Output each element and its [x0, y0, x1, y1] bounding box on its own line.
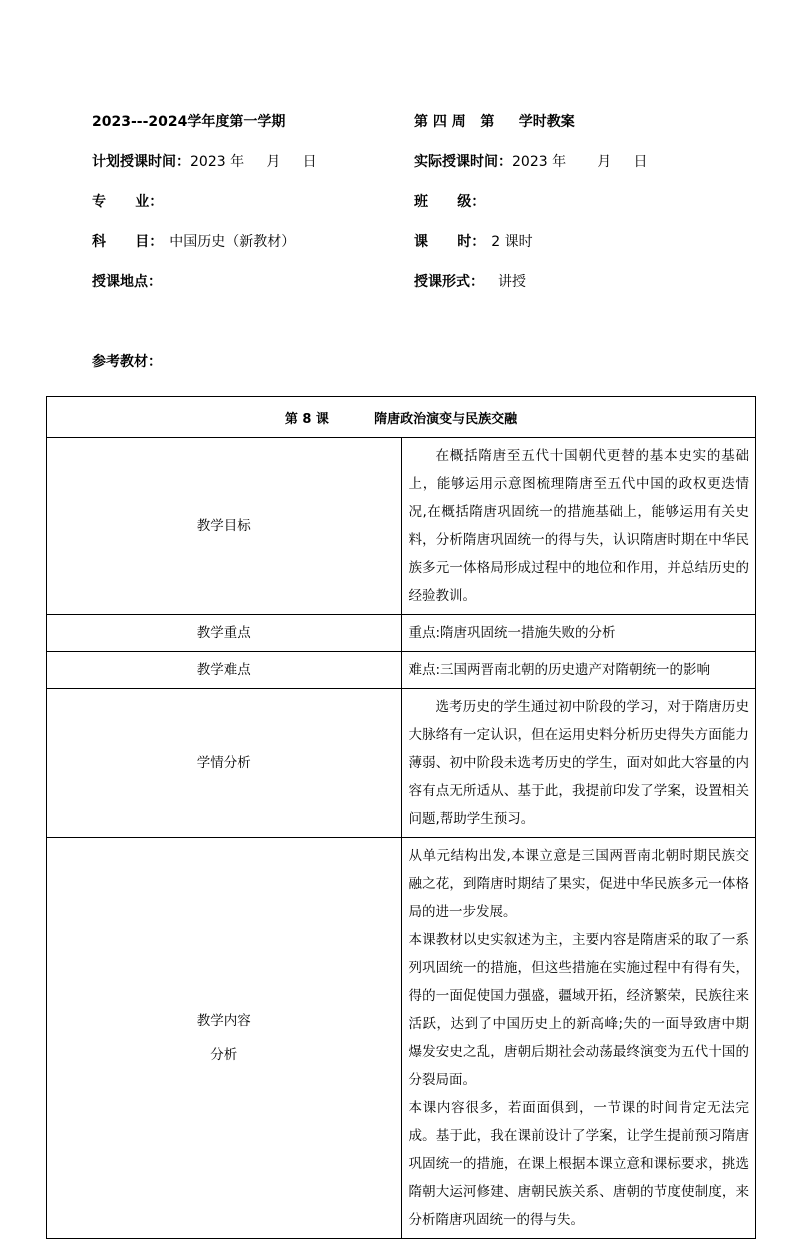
form-field [414, 272, 526, 292]
difficulties-paragraph: 难点:三国两晋南北朝的历史遗产对隋朝统一的影响 [408, 662, 711, 678]
row-content-objectives [401, 438, 756, 615]
row-label-key-points: 教学重点 [47, 615, 402, 652]
form-label: 授课形式： [414, 274, 484, 290]
major-label: 专 业： [92, 194, 164, 210]
row-label-student-analysis: 学情分析 [47, 689, 402, 838]
plan-time-label: 计划授课时间： [92, 154, 190, 170]
row-label-content-analysis [47, 838, 402, 1239]
content-analysis-label-line2: 分析 [210, 1047, 238, 1063]
actual-time-value: 2023 年 月 日 [512, 154, 648, 170]
hours-field [414, 232, 533, 252]
content-analysis-label-line1: 教学内容 [196, 1013, 251, 1029]
class-label: 班 级： [414, 194, 486, 210]
table-row [47, 615, 756, 652]
table-row [47, 689, 756, 838]
location-label: 授课地点： [92, 274, 162, 290]
class-field [414, 192, 485, 212]
lesson-title: 第 8 课 隋唐政治演变与民族交融 [47, 397, 756, 438]
row-content-difficulties [401, 652, 756, 689]
table-row [47, 838, 756, 1239]
table-row [47, 438, 756, 615]
table-row [47, 652, 756, 689]
row-content-key-points [401, 615, 756, 652]
major-field [92, 192, 163, 212]
term-heading: 2023---2024学年度第一学期 [92, 114, 286, 130]
subject-value: 中国历史（新教材） [169, 234, 296, 250]
plan-time-value: 2023 年 月 日 [190, 154, 317, 170]
plan-time-field [92, 152, 317, 172]
row-label-objectives: 教学目标 [47, 438, 402, 615]
location-field [92, 272, 162, 292]
key-points-paragraph: 重点:隋唐巩固统一措施失败的分析 [408, 625, 616, 641]
table-title-row [47, 397, 756, 438]
row-content-student-analysis [401, 689, 756, 838]
subject-field [92, 232, 295, 252]
row-label-difficulties: 教学难点 [47, 652, 402, 689]
lesson-plan-table [46, 396, 756, 1239]
student-analysis-paragraph: 选考历史的学生通过初中阶段的学习，对于隋唐历史大脉络有一定认识，但在运用史料分析历史得失方面能力薄弱、初中阶段未选考历史的学生，面对如此大容量的内容有点无所适从、基于此，我提前印发了学案，设置相关问题,帮助学生预习。 [408, 699, 749, 827]
content-analysis-paragraph: 本课教材以史实叙述为主，主要内容是隋唐采的取了一系列巩固统一的措施，但这些措施在实施过程中有得有失，得的一面促使国力强盛，疆域开拓，经济繁荣，民族往来活跃，达到了中国历史上的新高峰;失的一面导致唐中期爆发安史之乱，唐朝后期社会动荡最终演变为五代十国的分裂局面。 [408, 932, 749, 1088]
hours-label: 课 时： [414, 234, 486, 250]
row-content-content-analysis [401, 838, 756, 1239]
content-analysis-paragraph: 本课内容很多，若面面俱到，一节课的时间肯定无法完成。基于此，我在课前设计了学案，让学生提前预习隋唐巩固统一的措施，在课上根据本课立意和课标要求，挑选隋朝大运河修建、唐朝民族关系、唐朝的节度使制度，来分析隋唐巩固统一的得与失。 [408, 1100, 749, 1228]
content-analysis-paragraph: 从单元结构出发,本课立意是三国两晋南北朝时期民族交融之花，到隋唐时期结了果实，促进中华民族多元一体格局的进一步发展。 [408, 848, 749, 920]
actual-time-label: 实际授课时间： [414, 154, 512, 170]
hours-value: 2 课时 [491, 234, 533, 250]
textbook-label: 参考教材： [92, 354, 162, 370]
form-value: 讲授 [498, 274, 526, 290]
week-heading: 第 四 周 第 学时教案 [414, 114, 575, 130]
subject-label: 科 目： [92, 234, 164, 250]
actual-time-field [414, 152, 647, 172]
objectives-paragraph: 在概括隋唐至五代十国朝代更替的基本史实的基础上，能够运用示意图梳理隋唐至五代中国的政权更迭情况,在概括隋唐巩固统一的措施基础上，能够运用有关史料，分析隋唐巩固统一的得与失，认识隋唐时期在中华民族多元一体格局形成过程中的地位和作用，并总结历史的经验教训。 [408, 448, 749, 604]
